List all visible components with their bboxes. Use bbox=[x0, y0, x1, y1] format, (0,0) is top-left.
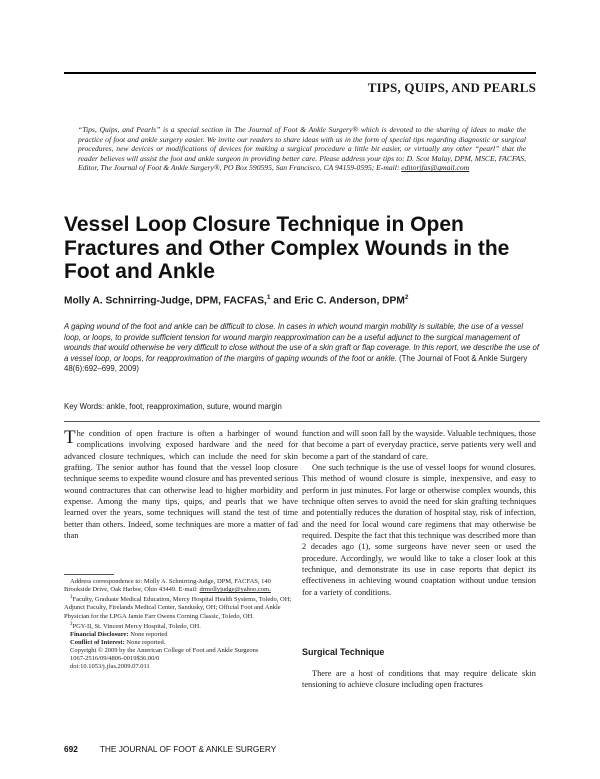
conflict-label: Conflict of Interest: bbox=[70, 638, 125, 646]
doi-line: doi:10.1053/j.jfas.2009.07.011 bbox=[70, 663, 150, 671]
footnotes bbox=[64, 578, 298, 671]
author-2: Eric C. Anderson, DPM bbox=[294, 295, 405, 307]
conflict-of-interest bbox=[64, 639, 298, 647]
correspondence-text: Address correspondence to: Molly A. Schnirring-Judge, DPM, FACFAS, 140 Brookside Drive, Oak Harbor, Ohio 43449. E-mail: bbox=[64, 578, 271, 594]
body-paragraph-1-text: he condition of open fracture is often a harbinger of wound complications involving exposed hardware and the need for advanced closure techniques, which can include the need for skin grafting. The senior author has found that the vessel loop closure technique seems to expedite wound closure and has prevented serious wound contractures that can otherwise lead to higher morbidity and expense. Among the many tips, quips, and pearls that we have learned over the years, some techniques will stand the test of time better than others. Indeed, some techniques are more a matter of fad than bbox=[64, 429, 298, 541]
body-column-right-continued bbox=[302, 668, 536, 691]
drop-cap: T bbox=[64, 427, 76, 448]
author-2-affiliation-mark: 2 bbox=[404, 294, 409, 301]
body-paragraph-4: There are a host of conditions that may require delicate skin tensioning to achieve closure including open fractures bbox=[302, 669, 536, 690]
author-line bbox=[64, 294, 544, 306]
header-rule bbox=[64, 72, 536, 74]
intro-text: “Tips, Quips, and Pearls” is a special section in The Journal of Foot & Ankle Surgery® which is devoted to the sharing of ideas to make the practice of foot and ankle surgery easier. We invite our readers to share ideas with us in the form of special tips regarding diagnostic or surgical procedures, new devices or modifications of devices for making a surgical procedure a little bit easier, or virtually any other “pearl” that the reader believes will assist the foot and ankle surgeon in providing better care. Please address your tips to: D. Scot Malay, DPM, MSCE, FACFAS, Editor, The Journal of Foot & Ankle Surgery®, PO Box 590595, San Francisco, CA 94159-0595; E-mail: bbox=[78, 125, 526, 173]
section-header: TIPS, QUIPS, AND PEARLS bbox=[367, 80, 536, 95]
affiliation-2-mark: 2 bbox=[70, 621, 73, 627]
financial-disclosure bbox=[64, 631, 298, 639]
abstract-text: A gaping wound of the foot and ankle can be difficult to close. In cases in which wound margin mobility is suitable, the use of a vessel loop, or loops, to provide sufficient tension for wound margin reapproximation can be a useful adjunct to the surgical management of wounds that would otherwise be very difficult to close without the use of a skin graft or flap coverage. In this report, we describe the use of a vessel loop, or loops, for reapproximation of the margins of gaping wounds of the foot or ankle. bbox=[64, 322, 539, 363]
intro-email-link[interactable]: editorjfas@gmail.com bbox=[401, 163, 470, 173]
financial-disclosure-label: Financial Disclosure: bbox=[70, 630, 129, 638]
author-1-affiliation-mark: 1 bbox=[266, 294, 271, 301]
affiliation-1-text: Faculty, Graduate Medical Education, Mercy Hospital Health Systems, Toledo, OH; Adjunct Faculty, Firelands Medical Center, Sandusky, OH; Official Foot and Ankle Physician for the LPGA Jamie Farr Owens Corning Classic, Toledo, OH. bbox=[64, 596, 292, 620]
affiliation-1-mark: 1 bbox=[70, 595, 73, 601]
body-column-left bbox=[64, 428, 298, 541]
body-paragraph-3: One such technique is the use of vessel loops for wound closures. This method of wound closure is simple, inexpensive, and easy to perform in just minutes. For large or otherwise complex wounds, this technique often serves to avoid the need for skin grafting techniques and potentially reduces the duration of hospital stay, risk of infection, and the need for local wound care regimens that may otherwise be required. Despite the fact that this technique was described more than 2 decades ago (1), some surgeons have never seen or used the procedure. Accordingly, we would like to take a closer look at this technique, and demonstrate its use in case reports that depict its effectiveness in achieving wound coaptation without undue tension for a variety of conditions. bbox=[302, 463, 536, 597]
page-number: 692 bbox=[64, 744, 78, 754]
body-paragraph-2: function and will soon fall by the wayside. Valuable techniques, those that become a part of everyday practice, serve patients very well and become a part of the standard of care. bbox=[302, 429, 536, 461]
journal-name: THE JOURNAL OF FOOT & ANKLE SURGERY bbox=[99, 744, 277, 754]
author-joiner: and bbox=[270, 295, 295, 307]
conflict-value: None reported. bbox=[124, 638, 166, 646]
footnote-rule bbox=[64, 574, 114, 575]
affiliation-2-text: PGY-II, St. Vincent Mercy Hospital, Toledo, OH. bbox=[72, 622, 201, 630]
correspondence-note bbox=[64, 578, 298, 594]
body-paragraph-1 bbox=[64, 428, 298, 541]
affiliation-note-2 bbox=[64, 621, 298, 631]
affiliation-note-1 bbox=[64, 594, 298, 620]
issn-line: 1067-2516/09/4806-0019$36.00/0 bbox=[70, 655, 160, 663]
copyright-line: Copyright © 2009 by the American College of Foot and Ankle Surgeons bbox=[70, 647, 259, 655]
page-footer bbox=[64, 744, 544, 754]
surgical-technique-heading: Surgical Technique bbox=[302, 647, 385, 657]
author-1: Molly A. Schnirring-Judge, DPM, FACFAS, bbox=[64, 295, 267, 307]
financial-disclosure-value: None reported bbox=[128, 630, 168, 638]
body-rule bbox=[64, 421, 540, 422]
abstract bbox=[64, 322, 540, 375]
section-intro bbox=[78, 125, 526, 173]
keywords: Key Words: ankle, foot, reapproximation, suture, wound margin bbox=[64, 402, 282, 411]
article-title: Vessel Loop Closure Technique in Open Fractures and Other Complex Wounds in the Foot and Ankle bbox=[64, 213, 510, 283]
correspondence-email-link[interactable]: drmollyjudge@yahoo.com. bbox=[199, 586, 271, 594]
body-column-right bbox=[302, 428, 536, 598]
abstract-citation: (The Journal of Foot & Ankle Surgery 48(6):692–699, 2009) bbox=[64, 353, 528, 374]
